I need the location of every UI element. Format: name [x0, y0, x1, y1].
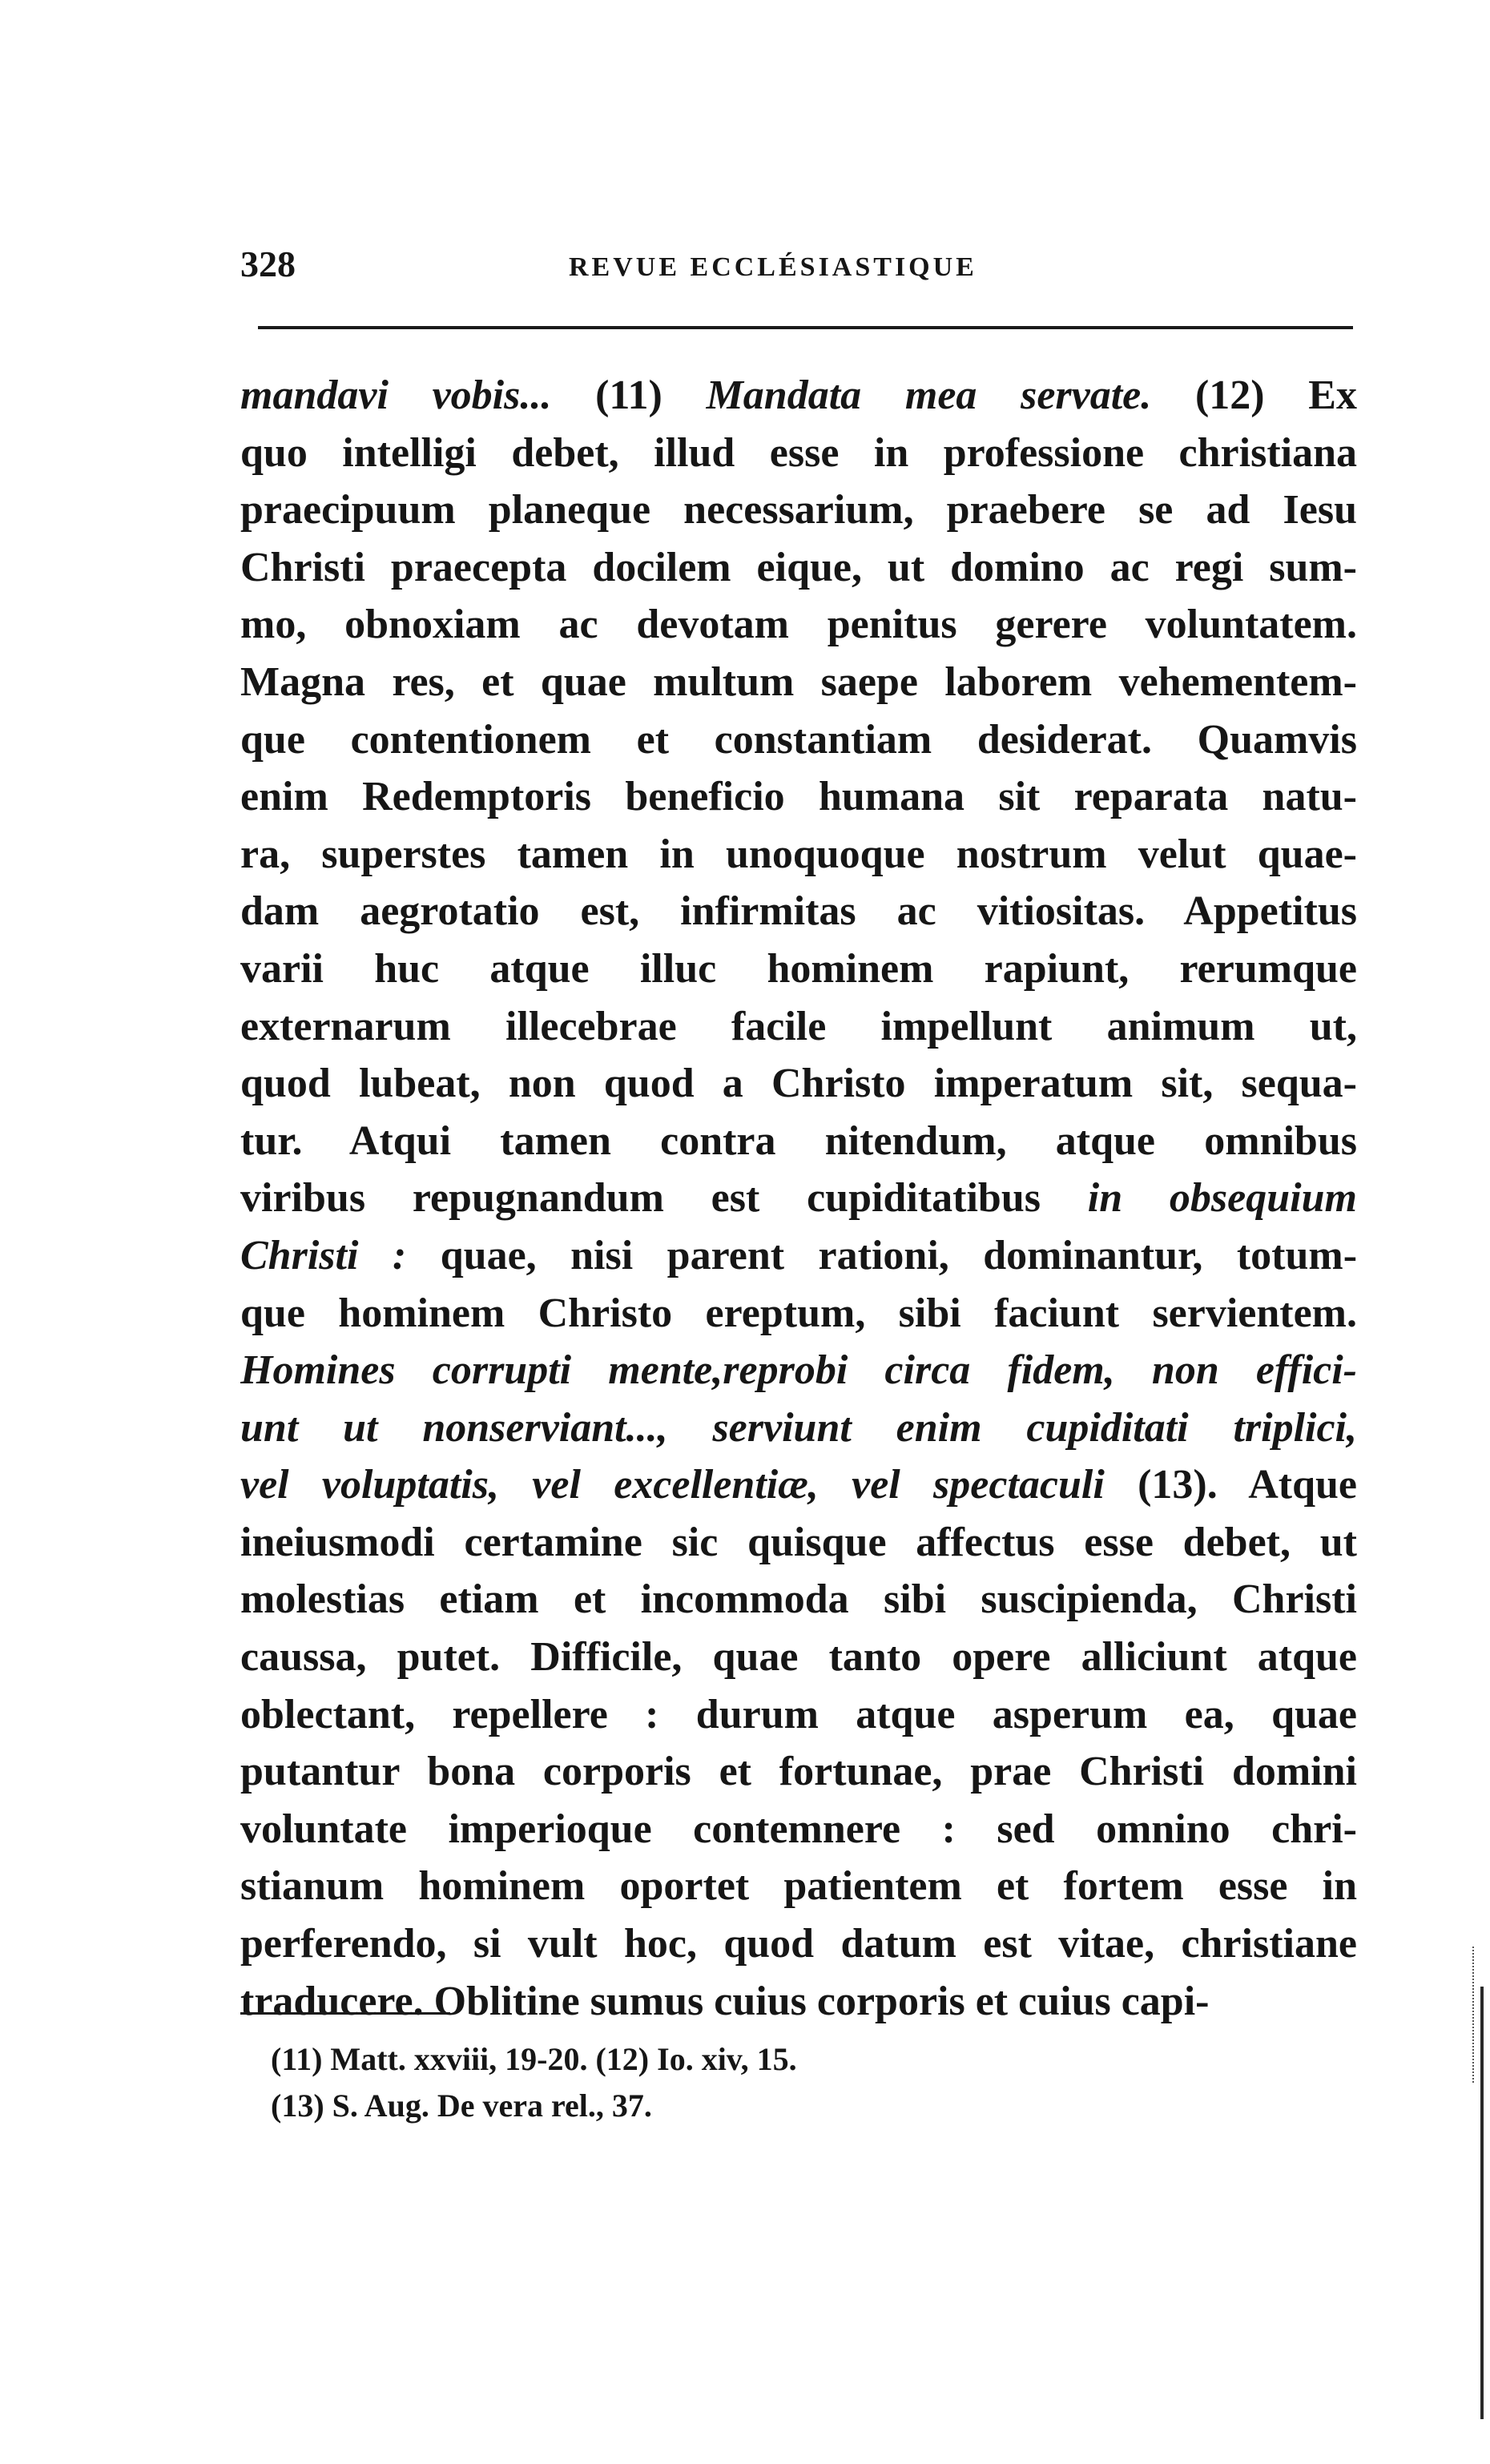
- page-header: [240, 240, 1354, 288]
- text-run: viribus repugnandum est cupiditatibus: [240, 1175, 1088, 1222]
- text-line: [240, 596, 1357, 654]
- text-line: [240, 1170, 1357, 1227]
- page-edge-mark: [1480, 1987, 1484, 2419]
- text-line: [240, 425, 1357, 482]
- text-run: (11): [551, 372, 707, 418]
- text-run: mo, obnoxiam ac devotam penitus gerere voluntatem.: [240, 602, 1357, 648]
- text-run: perferendo, si vult hoc, quod datum est vitae, christiane: [240, 1921, 1357, 1967]
- text-run: quae, nisi parent rationi, dominantur, totum-: [406, 1232, 1357, 1278]
- italic-run: in obsequium: [1087, 1175, 1357, 1222]
- text-line: [240, 1801, 1357, 1858]
- text-run: oblectant, repellere : durum atque asperum ea, quae: [240, 1691, 1357, 1737]
- text-line: [240, 883, 1357, 940]
- text-line: [240, 654, 1357, 711]
- text-line: [240, 1456, 1357, 1514]
- text-run: (13). Atque: [1104, 1462, 1357, 1508]
- text-line: [240, 1342, 1357, 1399]
- page-edge-dots: [1472, 1947, 1476, 2083]
- text-line: [240, 1285, 1357, 1343]
- text-line: [240, 940, 1357, 998]
- text-line: [240, 539, 1357, 597]
- text-run: putantur bona corporis et fortunae, prae Christi domini: [240, 1749, 1357, 1795]
- italic-run: Homines corrupti mente,reprobi circa fidem, non effici-: [240, 1347, 1357, 1394]
- text-line: [240, 1686, 1357, 1744]
- text-line: [240, 1629, 1357, 1686]
- italic-run: Christi :: [240, 1232, 407, 1278]
- text-line: [240, 1055, 1357, 1113]
- text-run: caussa, putet. Difficile, quae tanto opere alliciunt atque: [240, 1634, 1357, 1681]
- text-run: molestias etiam et incommoda sibi suscipienda, Christi: [240, 1576, 1357, 1623]
- text-run: quo intelligi debet, illud esse in professione christiana: [240, 429, 1357, 476]
- footnote-line: (11) Matt. xxviii, 19-20. (12) Io. xiv, 15.: [271, 2041, 797, 2077]
- text-line: [240, 1915, 1357, 1973]
- text-run: que hominem Christo ereptum, sibi faciunt servientem.: [240, 1290, 1357, 1336]
- italic-run: Mandata mea servate.: [706, 372, 1152, 418]
- text-line: [240, 1973, 1357, 2031]
- footnote-line: (13) S. Aug. De vera rel., 37.: [271, 2088, 652, 2124]
- text-run: enim Redemptoris beneficio humana sit reparata natu-: [240, 774, 1357, 820]
- text-line: [240, 1858, 1357, 1915]
- text-line: [240, 826, 1357, 884]
- text-line: [240, 1571, 1357, 1629]
- text-run: stianum hominem oportet patientem et fortem esse in: [240, 1863, 1357, 1910]
- text-run: ineiusmodi certamine sic quisque affectus esse debet, ut: [240, 1519, 1357, 1565]
- text-run: Magna res, et quae multum saepe laborem vehementem-: [240, 658, 1357, 705]
- text-run: ra, superstes tamen in unoquoque nostrum velut quae-: [240, 831, 1357, 877]
- text-run: quod lubeat, non quod a Christo imperatum sit, sequa-: [240, 1061, 1357, 1107]
- text-line: [240, 1399, 1357, 1457]
- footnote-rule: [240, 2012, 450, 2015]
- text-line: [240, 1227, 1357, 1285]
- body-text: [240, 367, 1357, 2030]
- text-line: [240, 1743, 1357, 1801]
- italic-run: vel voluptatis, vel excellentiæ, vel spectaculi: [240, 1462, 1105, 1508]
- text-run: praecipuum planeque necessarium, praebere se ad Iesu: [240, 487, 1357, 533]
- italic-run: mandavi vobis...: [240, 372, 552, 418]
- footnotes: [271, 2036, 1152, 2129]
- text-run: dam aegrotatio est, infirmitas ac vitiositas. Appetitus: [240, 888, 1357, 935]
- header-rule: [258, 326, 1353, 329]
- text-line: [240, 768, 1357, 826]
- text-run: Christi praecepta docilem eique, ut domino ac regi sum-: [240, 544, 1357, 590]
- text-run: externarum illecebrae facile impellunt animum ut,: [240, 1003, 1357, 1049]
- text-line: [240, 998, 1357, 1056]
- text-run: varii huc atque illuc hominem rapiunt, rerumque: [240, 945, 1357, 992]
- text-line: [240, 481, 1357, 539]
- text-line: [240, 711, 1357, 769]
- text-run: tur. Atqui tamen contra nitendum, atque omnibus: [240, 1117, 1357, 1164]
- running-title: REVUE ECCLÉSIASTIQUE: [569, 252, 977, 282]
- text-run: traducere. Oblitine sumus cuius corporis et cuius capi-: [240, 1978, 1210, 2024]
- italic-run: unt ut nonserviant..., serviunt enim cupiditati triplici,: [240, 1404, 1357, 1451]
- text-run: (12) Ex: [1151, 372, 1357, 418]
- text-line: [240, 367, 1357, 425]
- text-run: voluntate imperioque contemnere : sed omnino chri-: [240, 1806, 1357, 1852]
- page-number: 328: [240, 244, 296, 284]
- text-run: que contentionem et constantiam desiderat. Quamvis: [240, 716, 1357, 763]
- text-line: [240, 1514, 1357, 1572]
- text-line: [240, 1113, 1357, 1170]
